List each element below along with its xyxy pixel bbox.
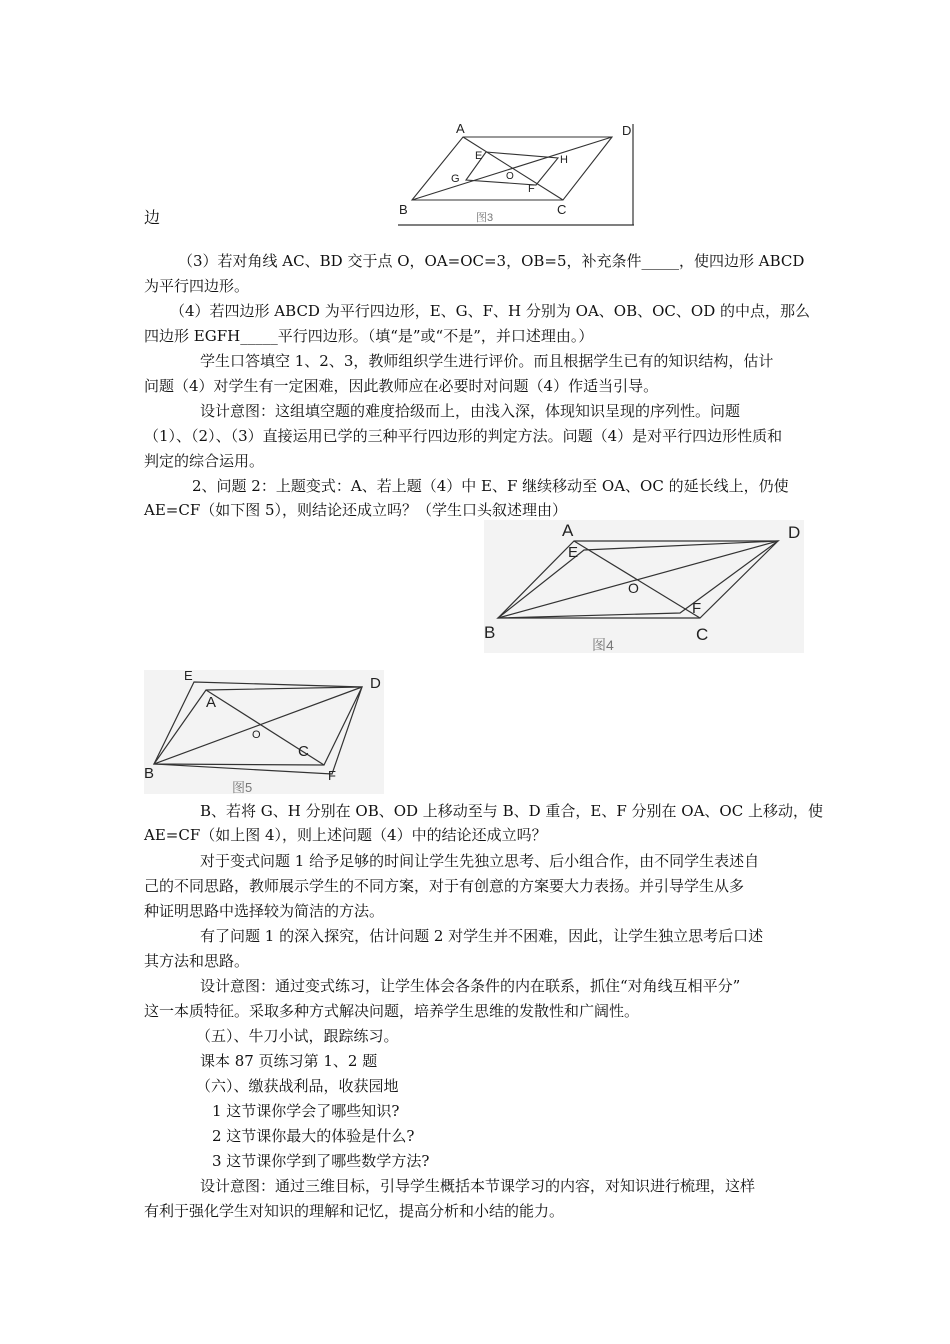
list-item: 1 这节课你学会了哪些知识? (212, 1102, 400, 1120)
side-character: 边 (144, 208, 161, 227)
text-line: 有了问题 1 的深入探究，估计问题 2 对学生并不困难，因此，让学生独立思考后口述 (200, 927, 764, 945)
text-line: AE=CF（如下图 5），则结论还成立吗？（学生口头叙述理由） (144, 501, 568, 519)
fig3-label-b: B (399, 202, 408, 217)
fig4-caption: 图4 (592, 637, 614, 653)
fig3-label-f: F (528, 183, 535, 195)
fig5-label-c: C (298, 743, 309, 760)
fig4-label-e: E (568, 544, 579, 561)
text-line: AE=CF（如上图 4），则上述问题（4）中的结论还成立吗？ (144, 826, 547, 844)
text-line: B、若将 G、H 分别在 OB、OD 上移动至与 B、D 重合，E、F 分别在 OA、OC 上移动，使 (200, 802, 823, 820)
fig3-label-h: H (560, 154, 568, 166)
fig4-label-b: B (484, 623, 496, 642)
fig5-label-o: O (252, 729, 261, 741)
figure-3 (398, 122, 636, 226)
text-line: 为平行四边形。 (144, 277, 250, 295)
text-line: 设计意图：这组填空题的难度拾级而上，由浅入深，体现知识呈现的序列性。问题 (200, 402, 741, 420)
fig3-label-e: E (475, 150, 483, 162)
text-line: 2、问题 2：上题变式：A、若上题（4）中 E、F 继续移动至 OA、OC 的延长线上，仍使 (192, 477, 789, 495)
text-line: 学生口答填空 1、2、3，教师组织学生进行评价。而且根据学生已有的知识结构，估计 (200, 352, 774, 370)
text-line: 种证明思路中选择较为简洁的方法。 (144, 902, 385, 920)
fig4-label-c: C (696, 625, 709, 644)
figure-5 (144, 670, 384, 794)
list-item: 2 这节课你最大的体验是什么? (212, 1127, 415, 1145)
fig4-label-a: A (562, 521, 574, 540)
fig5-label-b: B (144, 765, 155, 782)
list-item: 3 这节课你学到了哪些数学方法? (212, 1152, 430, 1170)
fig5-label-d: D (370, 675, 381, 692)
fig3-label-g: G (451, 173, 460, 185)
text-line: 对于变式问题 1 给予足够的时间让学生先独立思考、后小组合作，由不同学生表述自 (200, 852, 760, 870)
text-line: 四边形 EGFH_____平行四边形。（填“是”或“不是”，并口述理由。） (144, 327, 594, 345)
fig3-label-a: A (456, 122, 465, 136)
fig5-caption: 图5 (232, 780, 253, 794)
fig4-label-o: O (628, 580, 639, 596)
text-line: 其方法和思路。 (144, 952, 250, 970)
text-line: 设计意图：通过变式练习，让学生体会各条件的内在联系，抓住“对角线互相平分” (200, 977, 741, 995)
fig4-label-d: D (788, 523, 801, 542)
text-line: 有利于强化学生对知识的理解和记忆，提高分析和小结的能力。 (144, 1202, 565, 1220)
text-line: 这一本质特征。采取多种方式解决问题，培养学生思维的发散性和广阔性。 (144, 1002, 640, 1020)
text-line: 己的不同思路，教师展示学生的不同方案，对于有创意的方案要大力表扬。并引导学生从多 (144, 877, 745, 895)
fig3-label-c: C (557, 202, 567, 217)
fig3-label-d: D (622, 123, 632, 138)
fig5-label-f: F (328, 768, 336, 783)
fig5-label-e: E (184, 670, 193, 683)
text-line: 课本 87 页练习第 1、2 题 (200, 1052, 378, 1070)
text-line: 设计意图：通过三维目标，引导学生概括本节课学习的内容，对知识进行梳理，这样 (200, 1177, 756, 1195)
text-line: （4）若四边形 ABCD 为平行四边形，E、G、F、H 分别为 OA、OB、OC、OD 的中点，那么 (170, 302, 810, 320)
fig3-caption: 图3 (476, 212, 494, 224)
text-line: 问题（4）对学生有一定困难，因此教师应在必要时对问题（4）作适当引导。 (144, 377, 659, 395)
section-heading: （六）、缴获战利品，收获园地 (196, 1077, 399, 1095)
section-heading: （五）、牛刀小试，跟踪练习。 (196, 1027, 399, 1045)
text-line: （3）若对角线 AC、BD 交于点 O，OA=OC=3，OB=5，补充条件_____，使四边形 ABCD (178, 252, 805, 270)
figure-4 (484, 520, 804, 653)
text-line: 判定的综合运用。 (144, 452, 265, 470)
text-line: （1）、（2）、（3）直接运用已学的三种平行四边形的判定方法。问题（4）是对平行四边形性质和 (144, 427, 783, 445)
fig3-label-o: O (506, 171, 514, 182)
fig5-label-a: A (206, 694, 217, 711)
fig4-label-f: F (692, 600, 702, 617)
